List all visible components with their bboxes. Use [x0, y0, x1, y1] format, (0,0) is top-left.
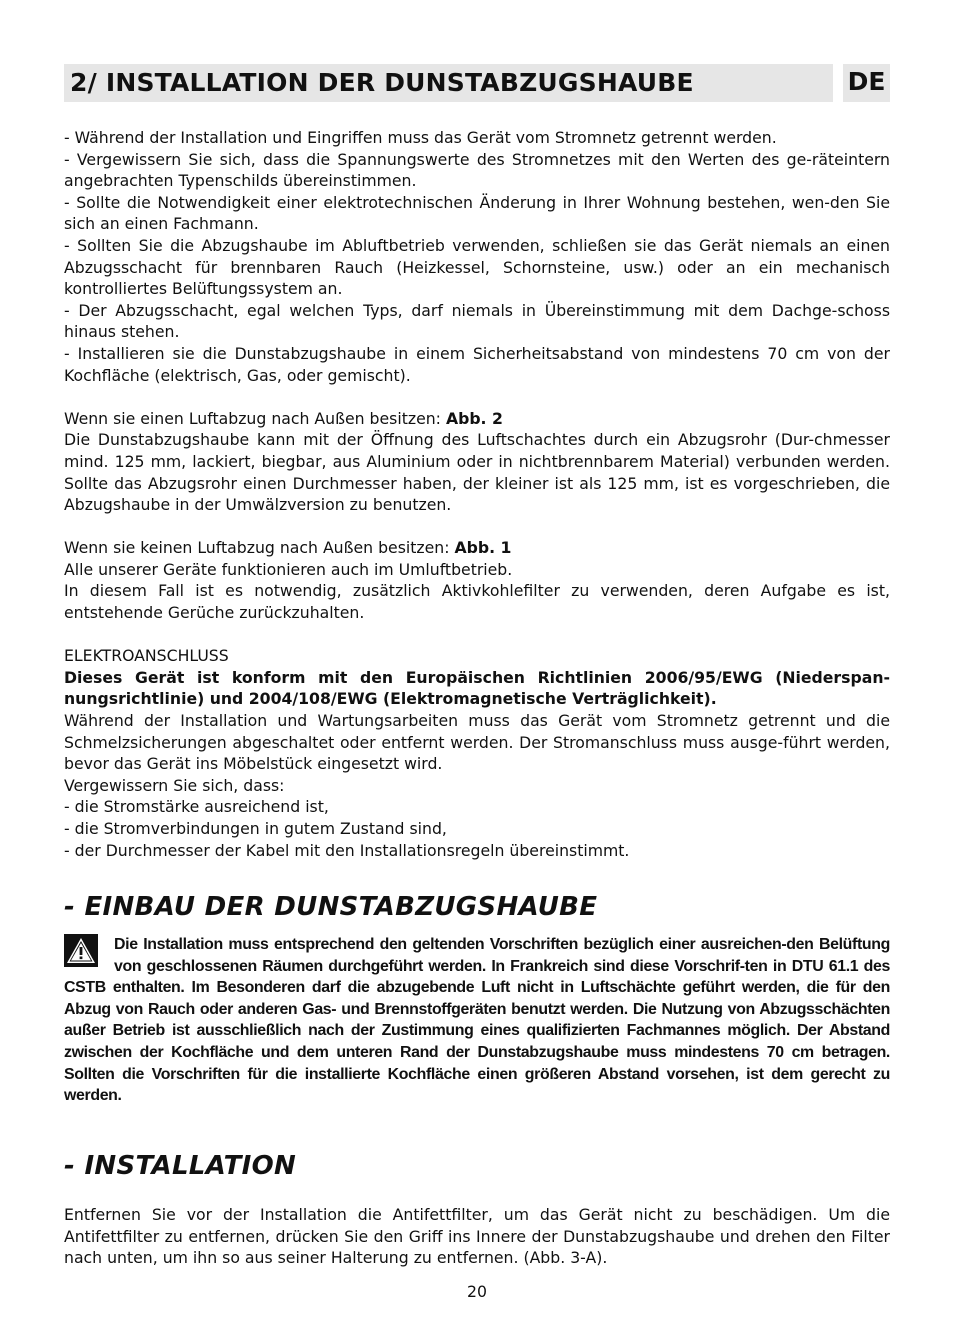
exhaust-figure-ref: Abb. 2 [445, 408, 503, 428]
einbau-section-title: - EINBAU DER DUNSTABZUGSHAUBE [64, 892, 598, 922]
warning-triangle-icon [64, 934, 98, 967]
exhaust-text: Die Dunstabzugshaube kann mit der Öffnung des Luftschachtes durch ein Abzugsrohr (Dur-chmesser mind. 125 mm, lackiert, biegbar, aus Aluminium oder in nichtbrennbarem Material) verbunden werden. Sollte das Abzugsrohr einen Durchmesser haben, der kleiner ist als 125 mm, ist es vorgeschrieben, die Abzugshaube in der Umwälzversion zu benutzen. [64, 430, 890, 515]
note-roof: - Der Abzugsschacht, egal welchen Typs, darf niemals in Übereinstimmung mit dem Dachge-schoss hinaus stehen. [64, 300, 890, 342]
recirculation-line-1: Alle unserer Geräte funktionieren auch im Umluftbetrieb. [64, 559, 513, 579]
note-disconnect: - Während der Installation und Eingriffen muss das Gerät vom Stromnetz getrennt werden. [64, 128, 777, 147]
recirculation-line-2: In diesem Fall ist es notwendig, zusätzlich Aktivkohlefilter zu verwenden, deren Aufgabe es ist, entstehende Gerüche zurückzuhalten. [64, 581, 890, 623]
language-badge: DE [843, 64, 890, 102]
exhaust-lead: Wenn sie einen Luftabzug nach Außen besitzen: [64, 408, 446, 428]
recirculation-paragraph [64, 537, 890, 559]
installation-section-title: - INSTALLATION [64, 1151, 297, 1181]
warning-text: Die Installation muss entsprechend den geltenden Vorschriften bezüglich einer ausreichen-den Belüftung von geschlossenen Räumen durchgeführt werden. In Frankreich sind diese Vorschrif-ten in DTU 61.1 des CSTB enthalten. Im Besonderen darf die abzugebende Luft nicht in Luftschächte geführt werden, die für den Abzug von Rauch oder anderen Gas- und Brennstoffgeräten benutzt werden. Die Nutzung von Abzugsschächten außer Betrieb ist ausschließlich nach der Zustimmung eines qualifizierten Fachmannes möglich. Der Abstand zwischen der Kochfläche und dem unteren Rand der Dunstabzugshaube muss mindestens 70 cm betragen. Sollten die Vorschriften für die installierte Kochfläche einen größeren Abstand vorsehen, ist dem gerecht zu werden. [64, 936, 890, 1105]
note-safety-distance: - Installieren sie die Dunstabzugshaube in einem Sicherheitsabstand von mindestens 70 cm von der Kochfläche (elektrisch, Gas, oder gemischt). [64, 343, 890, 385]
note-electrical-change: - Sollte die Notwendigkeit einer elektrotechnischen Änderung in Ihrer Wohnung bestehen, wen-den Sie sich an einen Fachmann. [64, 192, 890, 234]
electrical-conformity: Dieses Gerät ist konform mit den Europäischen Richtlinien 2006/95/EWG (Niederspan-nungsrichtlinie) und 2004/108/EWG (Elektromagnetische Verträglichkeit). [64, 667, 890, 709]
recirculation-lead: Wenn sie keinen Luftabzug nach Außen besitzen: [64, 538, 455, 558]
note-voltage: - Vergewissern Sie sich, dass die Spannungswerte des Stromnetzes mit den Werten des ge-räteintern angebrachten Typenschilds übereinstimmen. [64, 149, 890, 191]
intro-notes [64, 127, 890, 861]
electrical-check-1: - die Stromstärke ausreichend ist, [64, 797, 329, 817]
electrical-check-3: - der Durchmesser der Kabel mit den Installationsregeln übereinstimmt. [64, 840, 630, 860]
warning-block [64, 934, 890, 1107]
note-exhaust-shaft: - Sollten Sie die Abzugshaube im Abluftbetrieb verwenden, schließen sie das Gerät niemals an einen Abzugsschacht für brennbaren Rauch (Heizkessel, Schornsteine, usw.) oder an ein mechanisch kontrolliertes Belüftungssystem an. [64, 235, 890, 299]
electrical-check-intro: Vergewissern Sie sich, dass: [64, 775, 285, 795]
installation-text-block [64, 1204, 890, 1269]
installation-text: Entfernen Sie vor der Installation die Antifettfilter, um das Gerät nicht zu beschädigen. Um die Antifettfilter zu entfernen, drücken Sie den Griff ins Innere der Dunstabzugshaube und drehen den Filter nach unten, um ihn so aus seiner Halterung zu entfernen. (Abb. 3-A). [64, 1205, 890, 1268]
electrical-text: Während der Installation und Wartungsarbeiten muss das Gerät vom Stromnetz getrennt und die Schmelzsicherungen abgeschaltet oder entfernt werden. Der Stromanschluss muss ausge-führt werden, bevor das Gerät ins Möbelstück eingesetzt wird. [64, 711, 890, 774]
electrical-check-2: - die Stromverbindungen in gutem Zustand sind, [64, 819, 447, 838]
exhaust-paragraph [64, 408, 890, 430]
page-title: 2/ INSTALLATION DER DUNSTABZUGSHAUBE [70, 68, 694, 97]
electrical-heading: ELEKTROANSCHLUSS [64, 646, 229, 666]
page-number: 20 [467, 1282, 487, 1301]
recirculation-figure-ref: Abb. 1 [454, 538, 512, 558]
